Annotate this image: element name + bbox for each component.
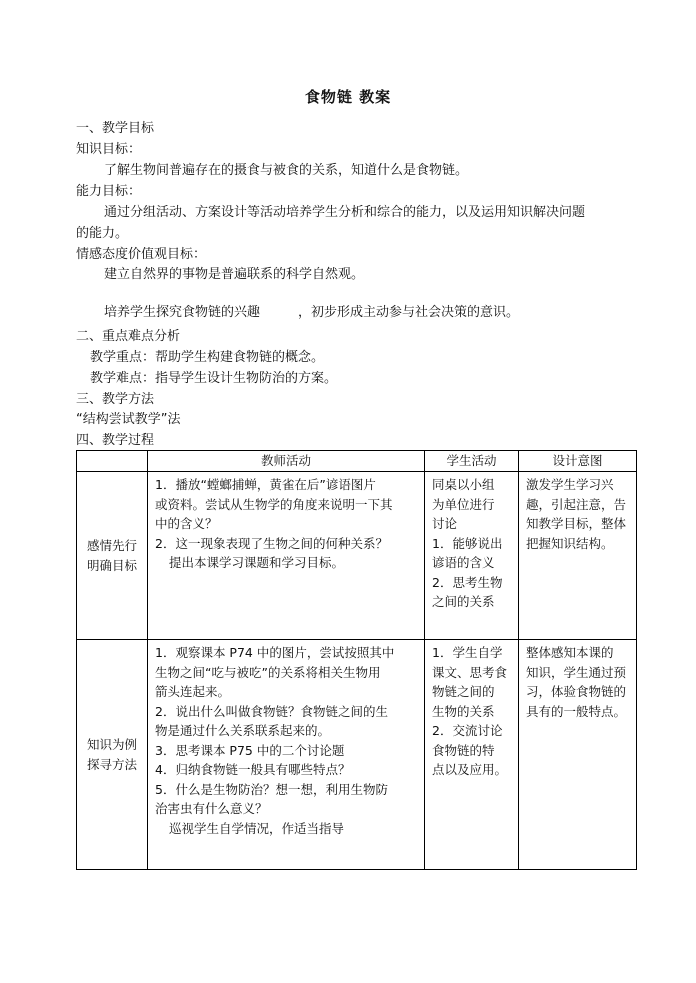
header-intent: 设计意图: [519, 451, 637, 472]
emotion-goal-text-line1: 建立自然界的事物是普遍联系的科学自然观。: [104, 267, 365, 282]
intent-line: 趣，引起注意，告: [526, 496, 627, 512]
process-table: [76, 450, 637, 870]
section-heading-objectives: 一、教学目标: [76, 121, 155, 136]
teacher-line: 3．思考课本 P75 中的二个讨论题: [155, 742, 345, 758]
student-line: 谚语的含义: [432, 555, 495, 570]
student-line: 2．思考生物: [432, 574, 503, 590]
student-cell: [425, 472, 519, 640]
section-heading-process: 四、教学过程: [76, 433, 155, 448]
student-line: 讨论: [432, 516, 458, 531]
header-stage: [77, 451, 148, 472]
header-teacher: 教师活动: [148, 451, 425, 472]
student-line: 2．交流讨论: [432, 723, 503, 738]
emotion-goal-text-line2a: 培养学生探究食物链的兴趣: [104, 305, 261, 320]
intent-line: 习，体验食物链的: [526, 684, 627, 699]
key-point-text: 教学重点：帮助学生构建食物链的概念。: [90, 350, 325, 365]
header-student: 学生活动: [425, 451, 519, 472]
student-line: 点以及应用。: [432, 762, 508, 777]
page-title: 食物链 教案: [304, 88, 392, 106]
student-line: 为单位进行: [432, 496, 495, 512]
intent-cell: [519, 640, 637, 870]
intent-line: 知教学目标，整体: [526, 516, 627, 531]
ability-goal-text-line2: 的能力。: [76, 226, 129, 241]
emotion-goal-label: 情感态度价值观目标：: [76, 247, 207, 262]
student-line: 食物链的特: [432, 742, 495, 758]
ability-goal-label: 能力目标：: [76, 184, 142, 199]
ability-goal-text-line1: 通过分组活动、方案设计等活动培养学生分析和综合的能力，以及运用知识解决问题: [104, 205, 586, 220]
knowledge-goal-text: 了解生物间普遍存在的摄食与被食的关系，知道什么是食物链。: [104, 163, 469, 178]
teacher-line: 箭头连起来。: [155, 684, 231, 699]
table-row: [77, 640, 637, 870]
student-line: 1．能够说出: [432, 535, 503, 551]
student-line: 课文、思考食: [432, 664, 508, 680]
method-text: “结构尝试教学”法: [76, 412, 181, 427]
teacher-line: 中的含义？: [155, 516, 218, 531]
knowledge-goal-label: 知识目标：: [76, 142, 142, 157]
teacher-line: 1．播放“螳螂捕蝉，黄雀在后”谚语图片: [155, 477, 376, 492]
student-line: 生物的关系: [432, 703, 495, 719]
teacher-line: 1．观察课本 P74 中的图片，尝试按照其中: [155, 645, 395, 660]
teacher-line: 或资料。尝试从生物学的角度来说明一下其: [155, 496, 393, 512]
intent-line: 激发学生学习兴: [526, 477, 614, 492]
emotion-goal-text-line2b: ，初步形成主动参与社会决策的意识。: [298, 305, 520, 320]
intent-line: 把握知识结构。: [526, 535, 614, 551]
table-row: [77, 472, 637, 640]
teacher-line: 2．说出什么叫做食物链？食物链之间的生: [155, 703, 388, 719]
intent-line: 整体感知本课的: [526, 645, 614, 660]
stage-line: 感情先行: [86, 538, 137, 553]
stage-cell: [77, 472, 148, 640]
stage-line: 明确目标: [86, 557, 137, 573]
section-heading-key-points: 二、重点难点分析: [76, 329, 181, 344]
intent-cell: [519, 472, 637, 640]
student-line: 1．学生自学: [432, 645, 503, 660]
student-line: 物链之间的: [432, 684, 495, 699]
teacher-line: 4．归纳食物链一般具有哪些特点？: [155, 762, 351, 777]
stage-line: 探寻方法: [86, 756, 137, 772]
table-header-row: [77, 451, 637, 472]
stage-cell: [77, 640, 148, 870]
teacher-line: 物是通过什么关系联系起来的。: [155, 723, 331, 738]
teacher-cell: [148, 472, 425, 640]
difficulty-text: 教学难点：指导学生设计生物防治的方案。: [90, 371, 338, 386]
teacher-line: 治害虫有什么意义？: [155, 801, 268, 816]
student-line: 同桌以小组: [432, 477, 495, 492]
section-heading-method: 三、教学方法: [76, 392, 155, 407]
teacher-line: 提出本课学习课题和学习目标。: [169, 555, 345, 570]
student-cell: [425, 640, 519, 870]
intent-line: 具有的一般特点。: [526, 703, 627, 719]
teacher-line: 巡视学生自学情况，作适当指导: [169, 820, 345, 836]
intent-line: 知识，学生通过预: [526, 664, 627, 680]
teacher-line: 生物之间“吃与被吃”的关系将相关生物用: [155, 664, 381, 680]
stage-line: 知识为例: [86, 737, 137, 752]
teacher-line: 2．这一现象表现了生物之间的何种关系？: [155, 535, 388, 551]
teacher-line: 5．什么是生物防治？想一想，利用生物防: [155, 781, 388, 797]
teacher-cell: [148, 640, 425, 870]
student-line: 之间的关系: [432, 594, 495, 609]
